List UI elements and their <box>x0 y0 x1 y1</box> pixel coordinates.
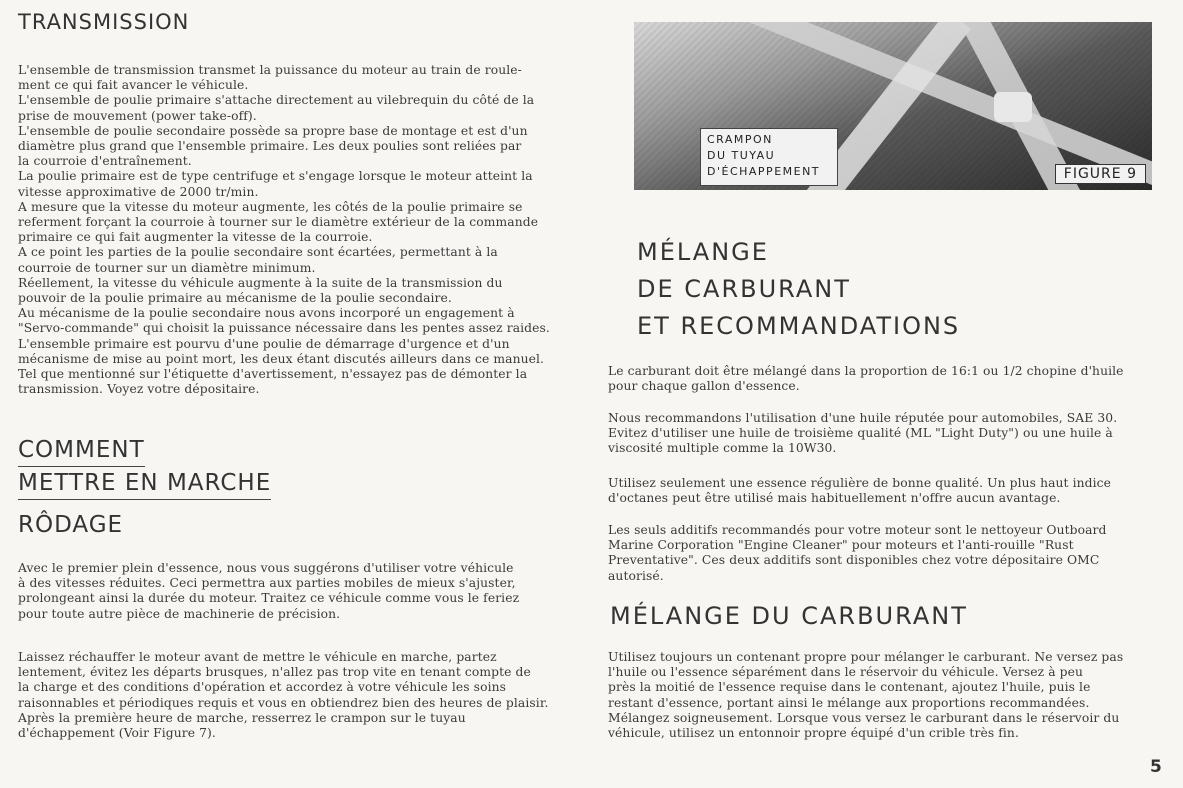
text-line: véhicule, utilisez un entonnoir propre équipé d'un crible très fin. <box>608 726 1019 741</box>
text-line: Tel que mentionné sur l'étiquette d'avertissement, n'essayez pas de démonter la <box>18 367 528 382</box>
text-line: prise de mouvement (power take-off). <box>18 108 257 123</box>
rodage-heading: RÔDAGE <box>18 512 124 538</box>
text-line: Mélangez soigneusement. Lorsque vous versez le carburant dans le réservoir du <box>608 710 1120 725</box>
text-line: lentement, évitez les départs brusques, n'allez pas trop vite en tenant compte de <box>18 665 531 680</box>
melange-heading-line3: ET RECOMMANDATIONS <box>637 312 961 340</box>
text-line: raisonnables et périodiques requis et vous en obtiendrez bien des heures de plaisir. <box>18 695 549 710</box>
page-number: 5 <box>1150 757 1162 777</box>
text-line: courroie de tourner sur un diamètre minimum. <box>18 260 316 275</box>
text-line: autorisé. <box>608 568 664 583</box>
transmission-text <box>18 63 584 397</box>
text-line: mécanisme de mise au point mort, les deux étant discutés ailleurs dans ce manuel. <box>18 351 545 366</box>
text-line: Preventative". Ces deux additifs sont disponibles chez votre dépositaire OMC <box>608 553 1100 568</box>
text-line: d'octanes peut être utilisé mais habituellement n'offre aucun avantage. <box>608 491 1061 506</box>
text-line: diamètre plus grand que l'ensemble primaire. Les deux poulies sont reliées par <box>18 139 522 154</box>
rodage-paragraph-2 <box>18 650 584 741</box>
text-line: vitesse approximative de 2000 tr/min. <box>18 184 259 199</box>
text-line: Utilisez seulement une essence régulière de bonne qualité. Un plus haut indice <box>608 476 1112 490</box>
melange-heading-line1: MÉLANGE <box>637 238 769 266</box>
comment-heading-line1: COMMENT <box>18 434 145 467</box>
rodage-paragraph-1 <box>18 561 584 622</box>
text-line: A ce point les parties de la poulie secondaire sont écartées, permettant à la <box>18 245 498 260</box>
melange-paragraph-3 <box>608 476 1174 506</box>
text-line: transmission. Voyez votre dépositaire. <box>18 382 260 397</box>
text-line: Laissez réchauffer le moteur avant de mettre le véhicule en marche, partez <box>18 650 497 664</box>
figure-9-photo <box>634 22 1152 190</box>
text-line: Le carburant doit être mélangé dans la proportion de 16:1 ou 1/2 chopine d'huile <box>608 364 1124 378</box>
text-line: la charge et des conditions d'opération et accordez à votre véhicule les soins <box>18 680 507 695</box>
melange-paragraph-4 <box>608 523 1174 584</box>
text-line: Réellement, la vitesse du véhicule augmente à la suite de la transmission du <box>18 275 503 290</box>
callout-line-3: D'ÉCHAPPEMENT <box>707 165 821 178</box>
melange-paragraph-2 <box>608 411 1174 457</box>
melange-carburant-heading: MÉLANGE DU CARBURANT <box>610 602 968 630</box>
text-line: Marine Corporation "Engine Cleaner" pour moteurs et l'anti-rouille "Rust <box>608 538 1074 553</box>
text-line: Au mécanisme de la poulie secondaire nous avons incorporé un engagement à <box>18 306 515 321</box>
text-line: L'ensemble de poulie secondaire possède sa propre base de montage et est d'un <box>18 123 528 138</box>
text-line: restant d'essence, portant ainsi le mélange aux proportions recommandées. <box>608 695 1090 710</box>
text-line: L'ensemble de transmission transmet la puissance du moteur au train de roule- <box>18 63 522 77</box>
text-line: Evitez d'utiliser une huile de troisième qualité (ML "Light Duty") ou une huile à <box>608 426 1113 441</box>
text-line: Après la première heure de marche, resserrez le crampon sur le tuyau <box>18 710 466 725</box>
figure-callout-label <box>700 128 838 186</box>
text-line: Avec le premier plein d'essence, nous vous suggérons d'utiliser votre véhicule <box>18 561 514 575</box>
callout-line-1: CRAMPON <box>707 133 773 146</box>
text-line: Nous recommandons l'utilisation d'une huile réputée pour automobiles, SAE 30. <box>608 411 1118 425</box>
text-line: ment ce qui fait avancer le véhicule. <box>18 78 249 93</box>
comment-heading <box>18 434 271 500</box>
text-line: Utilisez toujours un contenant propre pour mélanger le carburant. Ne versez pas <box>608 650 1124 664</box>
melange-heading-line2: DE CARBURANT <box>637 275 851 303</box>
melange-heading <box>637 234 960 345</box>
text-line: L'ensemble de poulie primaire s'attache directement au vilebrequin du côté de la <box>18 93 535 108</box>
text-line: Les seuls additifs recommandés pour votre moteur sont le nettoyeur Outboard <box>608 523 1107 537</box>
text-line: d'échappement (Voir Figure 7). <box>18 726 216 741</box>
callout-line-2: DU TUYAU <box>707 149 776 162</box>
transmission-heading: TRANSMISSION <box>18 10 190 34</box>
text-line: La poulie primaire est de type centrifuge et s'engage lorsque le moteur atteint la <box>18 169 533 184</box>
text-line: "Servo-commande" qui choisit la puissance nécessaire dans les pentes assez raides. <box>18 321 550 336</box>
text-line: la courroie d'entraînement. <box>18 154 192 169</box>
text-line: l'huile ou l'essence séparément dans le réservoir du véhicule. Versez à peu <box>608 665 1084 680</box>
text-line: L'ensemble primaire est pourvu d'une poulie de démarrage d'urgence et d'un <box>18 336 510 351</box>
text-line: pour toute autre pièce de machinerie de précision. <box>18 606 341 621</box>
text-line: pour chaque gallon d'essence. <box>608 379 800 394</box>
figure-caption: FIGURE 9 <box>1055 164 1146 184</box>
text-line: à des vitesses réduites. Ceci permettra aux parties mobiles de mieux s'ajuster, <box>18 576 516 591</box>
text-line: viscosité multiple comme la 10W30. <box>608 441 837 456</box>
melange-paragraph-1 <box>608 364 1174 394</box>
text-line: prolongeant ainsi la durée du moteur. Traitez ce véhicule comme vous le feriez <box>18 591 520 606</box>
comment-heading-line2: METTRE EN MARCHE <box>18 467 271 500</box>
text-line: A mesure que la vitesse du moteur augmente, les côtés de la poulie primaire se <box>18 199 523 214</box>
text-line: referment forçant la courroie à tourner sur le diamètre extérieur de la commande <box>18 215 539 230</box>
text-line: près la moitié de l'essence requise dans le contenant, ajoutez l'huile, puis le <box>608 680 1091 695</box>
melange-paragraph-5 <box>608 650 1174 741</box>
text-line: pouvoir de la poulie primaire au mécanisme de la poulie secondaire. <box>18 291 452 306</box>
text-line: primaire ce qui fait augmenter la vitesse de la courroie. <box>18 230 373 245</box>
